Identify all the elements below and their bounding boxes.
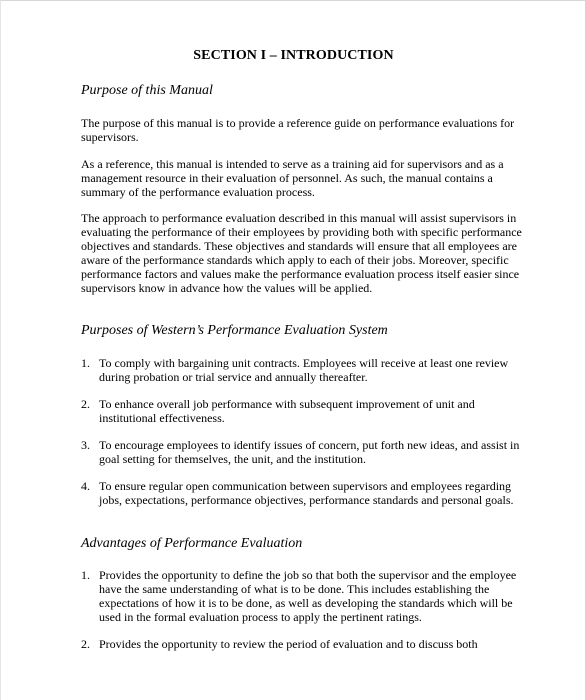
list-item <box>81 568 526 624</box>
list-item <box>81 438 526 466</box>
list-item-text: To ensure regular open communication between supervisors and employees regarding jobs, expectations, performance objectives, performance standards and personal goals. <box>99 479 514 507</box>
section-heading-purpose-of-manual: Purpose of this Manual <box>81 83 213 98</box>
list-item-text: To comply with bargaining unit contracts. Employees will receive at least one review during probation or trial service and annually thereafter. <box>99 356 509 384</box>
list-item-number: 2. <box>81 397 90 411</box>
advantages-list <box>81 637 526 651</box>
list-item <box>81 397 526 425</box>
paragraph: As a reference, this manual is intended to serve as a training aid for supervisors and as a management resource in their evaluation of personnel. As such, the manual contains a summary of the performance evaluation process. <box>81 157 504 199</box>
purposes-list <box>81 356 526 384</box>
section-heading-advantages: Advantages of Performance Evaluation <box>81 536 303 551</box>
list-item-text: Provides the opportunity to review the period of evaluation and to discuss both <box>99 637 478 651</box>
list-item-text: To enhance overall job performance with subsequent improvement of unit and institutional effectiveness. <box>99 397 475 425</box>
section-title: SECTION I – INTRODUCTION <box>193 48 394 63</box>
list-item-text: To encourage employees to identify issues of concern, put forth new ideas, and assist in goal setting for themselves, the unit, and the institution. <box>99 438 520 466</box>
list-item <box>81 479 526 507</box>
section-heading-purposes-of-system: Purposes of Western’s Performance Evaluation System <box>81 323 388 338</box>
list-item-text: Provides the opportunity to define the job so that both the supervisor and the employee have the same understanding of what is to be done. This includes establishing the expectations of how it is to be done, as well as developing the standards which will be used in the formal evaluation process to apply the pertinent ratings. <box>99 568 517 624</box>
list-item-number: 1. <box>81 356 90 370</box>
list-item <box>81 356 526 384</box>
list-item <box>81 637 526 651</box>
paragraph: The purpose of this manual is to provide a reference guide on performance evaluations for supervisors. <box>81 116 515 144</box>
purposes-list <box>81 438 526 466</box>
paragraph: The approach to performance evaluation described in this manual will assist supervisors in evaluating the performance of their employees by providing both with specific performance objectives and standards. These objectives and standards will ensure that all employees are aware of the performance standards which apply to each of their jobs. Moreover, specific performance factors and values make the performance evaluation process itself easier since supervisors know in advance how the values will be applied. <box>81 211 522 295</box>
purposes-list <box>81 397 526 425</box>
purposes-list <box>81 479 526 507</box>
list-item-number: 2. <box>81 637 90 651</box>
list-item-number: 4. <box>81 479 90 493</box>
list-item-number: 1. <box>81 568 90 582</box>
list-item-number: 3. <box>81 438 90 452</box>
advantages-list <box>81 568 526 624</box>
